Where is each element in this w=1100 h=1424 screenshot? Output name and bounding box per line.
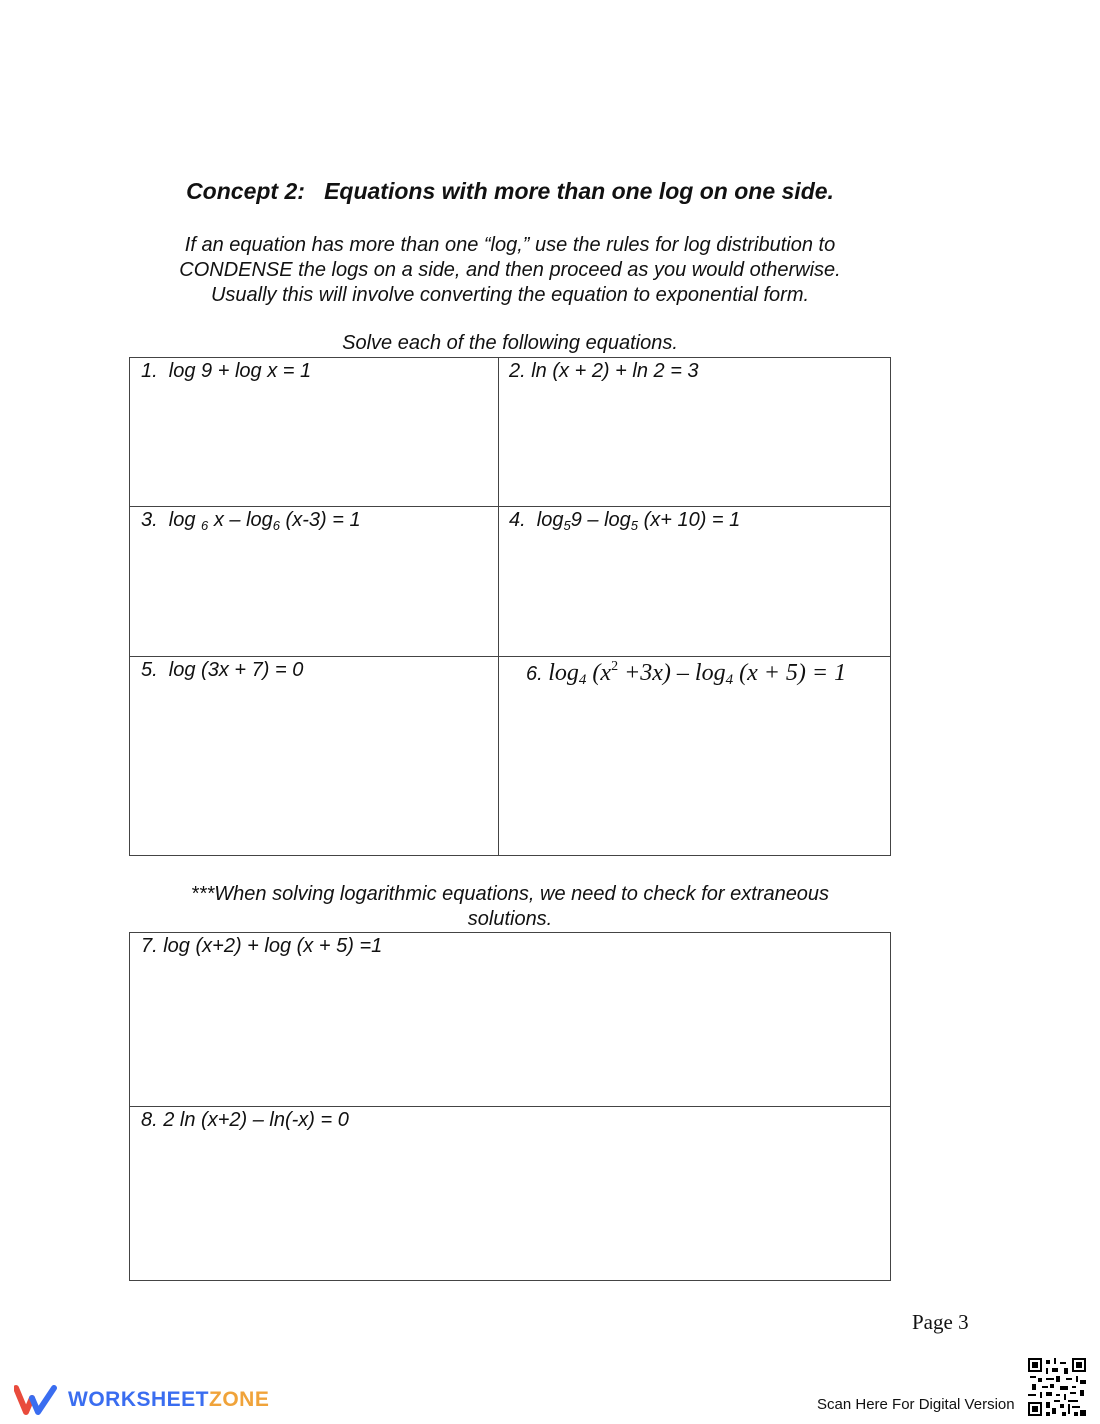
page-heading: Concept 2: Equations with more than one log on one side. <box>186 178 834 204</box>
brand-logo[interactable] <box>14 1384 269 1416</box>
problem-8-text: 8. 2 ln (x+2) – ln(-x) = 0 <box>141 1109 349 1131</box>
brand-name: WORKSHEETZONE <box>68 1388 270 1411</box>
extraneous-note <box>0 882 1020 932</box>
problem-grid-2 <box>129 932 891 1281</box>
scan-caption: Scan Here For Digital Version <box>817 1396 1015 1413</box>
note-line: solutions. <box>467 908 553 930</box>
page-number: Page 3 <box>912 1310 969 1334</box>
problem-4-cell[interactable] <box>499 507 890 657</box>
problem-5-cell[interactable] <box>130 657 499 855</box>
problem-1-cell[interactable] <box>130 358 499 507</box>
problem-5-text: 5. log (3x + 7) = 0 <box>141 659 304 681</box>
problem-7-text: 7. log (x+2) + log (x + 5) =1 <box>141 935 383 957</box>
problem-grid <box>129 357 891 856</box>
intro-paragraph <box>0 233 1020 308</box>
problem-3-text: 3. log $_6$ $x - \log_6 (x-3) = 1$ <box>141 509 361 533</box>
problem-2-text: 2. ln (x + 2) + ln 2 = 3 <box>509 360 699 382</box>
problem-2-cell[interactable] <box>499 358 890 507</box>
problem-1-text: 1. log 9 + log x = 1 <box>141 360 312 382</box>
instruction-text: Solve each of the following equations. <box>342 332 678 354</box>
problem-6-cell[interactable] <box>499 657 890 855</box>
worksheetzone-logo-icon <box>14 1384 60 1416</box>
problem-3-cell[interactable] <box>130 507 499 657</box>
qr-code-icon[interactable] <box>1028 1358 1086 1416</box>
intro-line: CONDENSE the logs on a side, and then proceed as you would otherwise. <box>179 259 841 281</box>
problem-4-text: 4. $\log_59 - \log_5 (x+ 10) = 1$ <box>509 509 741 533</box>
problem-6-text: 6. $\log_4 (x^2 +3x) - \log_4 (x + 5) = 1$ <box>526 659 847 688</box>
problem-8-cell[interactable] <box>130 1107 890 1280</box>
note-line: ***When solving logarithmic equations, we need to check for extraneous <box>190 883 830 905</box>
problem-7-cell[interactable] <box>130 933 890 1107</box>
intro-line: Usually this will involve converting the equation to exponential form. <box>210 284 810 306</box>
intro-line: If an equation has more than one “log,” use the rules for log distribution to <box>184 234 836 256</box>
